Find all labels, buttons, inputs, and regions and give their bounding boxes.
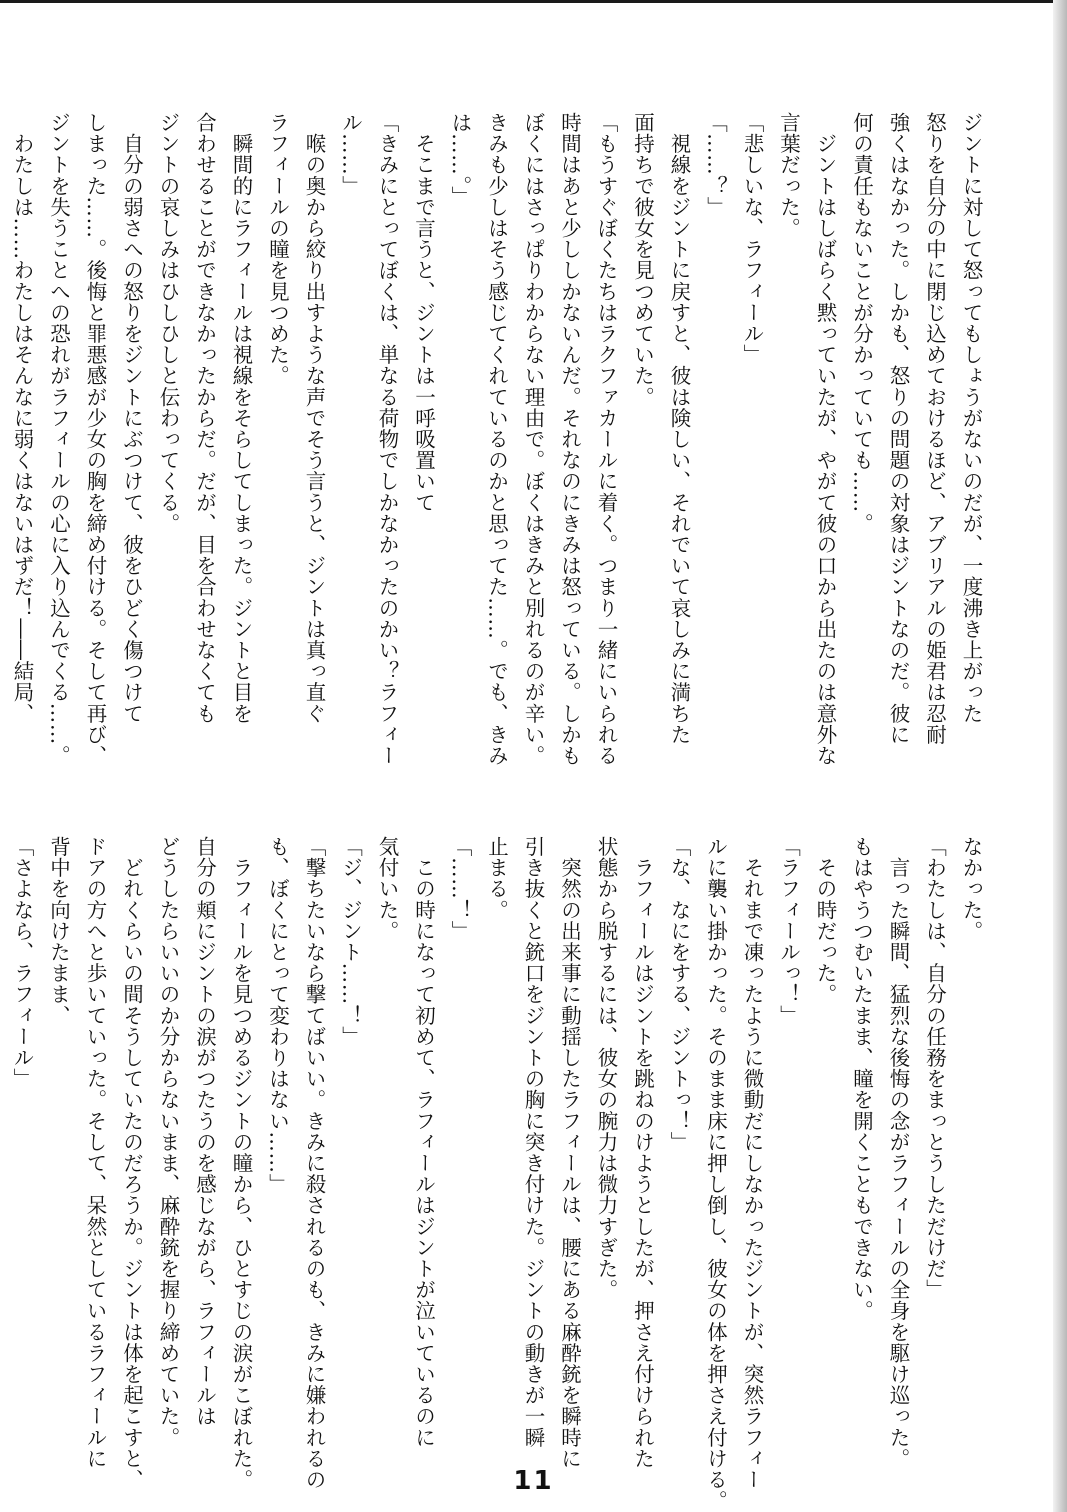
text-line: この時になって初めて、ラフィールはジントが泣いているのに [411, 836, 436, 1448]
text-line [0, 836, 4, 1476]
text-line: そこまで言うと、ジントは一呼吸置いて [411, 112, 436, 513]
text-line: 「わたしは、自分の任務をまっとうしただけだ」 [922, 836, 947, 1301]
text-line: どうしたらいいのか分からないまま、麻酔銃を握り締めていた。 [156, 836, 180, 1448]
text-line: なかった。 [959, 836, 983, 942]
text-line: 「ジ、ジント……！」 [338, 836, 363, 1047]
page-binding-edge [1053, 0, 1067, 1512]
text-line: わたしは……わたしはそんなに弱くはないはずだ！――結局、 [10, 112, 34, 724]
text-line [0, 112, 4, 752]
text-line: 怒りを自分の中に閉じ込めておけるほど、アブリアルの姫君は忍耐 [922, 112, 947, 745]
text-line: ドアの方へと歩いていった。そして、呆然としているラフィールに [83, 836, 107, 1469]
text-line: 合わせることができなかったからだ。だが、目を合わせなくても [192, 112, 217, 724]
text-line: 背中を向けたまま、 [46, 836, 71, 1026]
text-line: 「……？」 [703, 112, 728, 218]
text-line: 自分の弱さへの怒りをジントにぶつけて、彼をひどく傷つけて [119, 112, 144, 724]
text-line: きみも少しはそう感じてくれているのかと思ってた……。でも、きみ [484, 112, 509, 767]
page-number: 11 [513, 1466, 554, 1496]
text-line: しまった……。後悔と罪悪感が少女の胸を締め付ける。そして再び、 [83, 112, 107, 767]
text-line: 時間はあと少ししかないんだ。それなのにきみは怒っている。しかも [557, 112, 582, 767]
text-line: ジントの哀しみはひしひしと伝わってくる。 [156, 112, 180, 534]
text-line: ラフィールの瞳を見つめた。 [265, 112, 290, 387]
text-line: ぼくにはさっぱりわからない理由で。ぼくはきみと別れるのが辛い。 [521, 112, 545, 767]
text-line: は……。」 [448, 112, 472, 208]
text-line: 「さよなら、ラフィール」 [10, 836, 34, 1090]
text-line: 瞬間的にラフィールは視線をそらしてしまった。ジントと目を [229, 112, 253, 724]
text-line: もはやうつむいたまま、瞳を開くこともできない。 [849, 836, 874, 1322]
text-line: 自分の頬にジントの涙がつたうのを感じながら、ラフィールは [192, 836, 217, 1427]
text-line: 喉の奥から絞り出すような声でそう言うと、ジントは真っ直ぐ [302, 112, 326, 724]
text-line: ジントを失うことへの恐れがラフィールの心に入り込んでくる……。 [46, 112, 71, 767]
text-line: 「悲しいな、ラフィール」 [740, 112, 764, 366]
text-line: ル……」 [338, 112, 363, 197]
text-line: 「きみにとってぼくは、単なる荷物でしかなかったのかい？ラフィー [375, 112, 399, 767]
text-line: 面持ちで彼女を見つめていた。 [630, 112, 655, 408]
text-line: も、ぼくにとって変わりはない……」 [265, 836, 290, 1195]
text-line: 言った瞬間、猛烈な後悔の念がラフィールの全身を駆け巡った。 [886, 836, 910, 1469]
text-line: 「撃ちたいなら撃てばいい。きみに殺されるのも、きみに嫌われるの [302, 836, 326, 1491]
text-line: 気付いた。 [375, 836, 399, 942]
text-line: 状態から脱するには、彼女の腕力は微力すぎた。 [594, 836, 618, 1301]
text-line: 突然の出来事に動揺したラフィールは、腰にある麻酔銃を瞬時に [557, 836, 582, 1469]
text-line: 何の責任もないことが分かっていても……。 [849, 112, 874, 534]
text-line: それまで凍ったように微動だにしなかったジントが、突然ラフィー [740, 836, 764, 1491]
text-line: 引き抜くと銃口をジントの胸に突き付けた。ジントの動きが一瞬 [521, 836, 545, 1448]
page-top-edge [0, 0, 1067, 3]
text-line: どれくらいの間そうしていたのだろうか。ジントは体を起こすと、 [119, 836, 144, 1491]
upper-text-column-block [10, 112, 989, 767]
text-line: 「……！」 [448, 836, 472, 942]
text-line: ラフィールを見つめるジントの瞳から、ひとすじの涙がこぼれた。 [229, 836, 253, 1491]
text-line: ジントに対して怒ってもしょうがないのだが、一度沸き上がった [959, 112, 983, 724]
text-line: ラフィールはジントを跳ねのけようとしたが、押さえ付けられた [630, 836, 655, 1469]
text-line: 「もうすぐぼくたちはラクファカールに着く。つまり一緒にいられる [594, 112, 618, 767]
text-line: ルに襲い掛かった。そのまま床に押し倒し、彼女の体を押さえ付ける。 [703, 836, 728, 1512]
text-line: 「な、なにをする、ジントっ！」 [667, 836, 691, 1153]
text-line: 強くはなかった。しかも、怒りの問題の対象はジントなのだ。彼に [886, 112, 910, 745]
text-line: 「ラフィールっ！」 [776, 836, 801, 1026]
text-line: ジントはしばらく黙っていたが、やがて彼の口から出たのは意外な [813, 112, 837, 767]
text-line: 視線をジントに戻すと、彼は険しい、それでいて哀しみに満ちた [667, 112, 691, 745]
text-line: 止まる。 [484, 836, 509, 921]
text-line: その時だった。 [813, 836, 837, 1005]
text-line: 言葉だった。 [776, 112, 801, 239]
